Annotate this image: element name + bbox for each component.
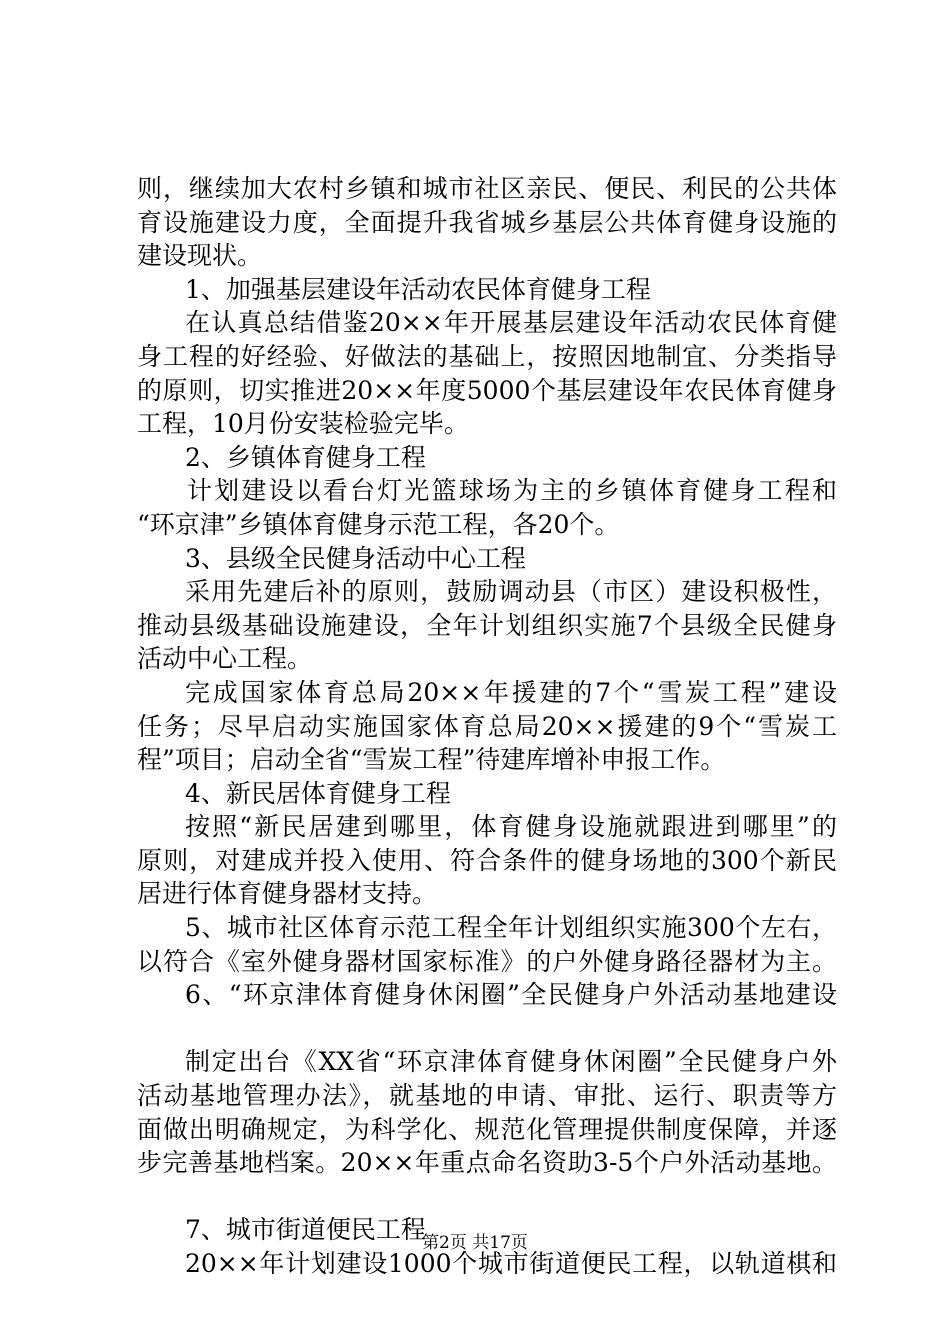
paragraph-line: 的原则，切实推进20××年度5000个基层建设年农民体育健身 <box>137 375 837 405</box>
paragraph-line: 按照“新民居建到哪里，体育健身设施就跟进到哪里”的 <box>185 812 837 842</box>
paragraph-line: 步完善基地档案。20××年重点命名资助3-5个户外活动基地。 <box>137 1148 837 1178</box>
paragraph-line: “环京津”乡镇体育健身示范工程，各20个。 <box>137 509 620 539</box>
blank-line <box>137 1012 837 1046</box>
paragraph-line: 居进行体育健身器材支持。 <box>137 879 438 909</box>
paragraph-line: 活动基地管理办法》，就基地的申请、审批、运行、职责等方 <box>137 1081 837 1111</box>
document-body <box>137 172 837 1281</box>
blank-line <box>137 1180 837 1214</box>
section-heading: 4、新民居体育健身工程 <box>185 778 451 808</box>
section-heading: 3、县级全民健身活动中心工程 <box>185 543 526 573</box>
paragraph-line: 程”项目；启动全省“雪炭工程”待建库增补申报工作。 <box>137 745 726 775</box>
paragraph-line: 活动中心工程。 <box>137 644 313 674</box>
paragraph-line: 面做出明确规定，为科学化、规范化管理提供制度保障，并逐 <box>137 1114 837 1144</box>
paragraph-line: 身工程的好经验、好做法的基础上，按照因地制宜、分类指导 <box>137 341 837 371</box>
paragraph-line: 采用先建后补的原则，鼓励调动县（市区）建设积极性， <box>185 577 837 607</box>
paragraph-line: 任务；尽早启动实施国家体育总局20××援建的9个“雪炭工 <box>137 711 837 741</box>
paragraph-line: 制定出台《XX省“环京津体育健身休闲圈”全民健身户外 <box>185 1047 837 1077</box>
section-heading: 1、加强基层建设年活动农民体育健身工程 <box>185 274 651 304</box>
paragraph-line: 20××年计划建设1000个城市街道便民工程，以轨道棋和 <box>185 1249 837 1278</box>
page-footer <box>0 1232 950 1254</box>
paragraph-line: 原则，对建成并投入使用、符合条件的健身场地的300个新民 <box>137 845 837 875</box>
paragraph-line: 5、城市社区体育示范工程全年计划组织实施300个左右， <box>185 913 837 943</box>
paragraph-line: 在认真总结借鉴20××年开展基层建设年活动农民体育健 <box>185 308 837 338</box>
paragraph-line: 工程，10月份安装检验完毕。 <box>137 409 469 439</box>
paragraph-line: 6、“环京津体育健身休闲圈”全民健身户外活动基地建设 <box>185 980 837 1010</box>
paragraph-line: 建设现状。 <box>137 241 263 271</box>
paragraph-line: 以符合《室外健身器材国家标准》的户外健身路径器材为主。 <box>137 946 837 976</box>
paragraph-line: 育设施建设力度，全面提升我省城乡基层公共体育健身设施的 <box>137 207 837 237</box>
paragraph-line: 则，继续加大农村乡镇和城市社区亲民、便民、利民的公共体 <box>137 174 837 203</box>
paragraph-line: 计划建设以看台灯光篮球场为主的乡镇体育健身工程和 <box>187 476 837 506</box>
section-heading: 7、城市街道便民工程 <box>185 1215 426 1245</box>
paragraph-line: 推动县级基础设施建设，全年计划组织实施7个县级全民健身 <box>137 610 837 640</box>
page-number-label: 第2页 共17页 <box>422 1233 528 1253</box>
paragraph-line: 完成国家体育总局20××年援建的7个“雪炭工程”建设 <box>185 677 837 707</box>
section-heading: 2、乡镇体育健身工程 <box>185 442 426 472</box>
